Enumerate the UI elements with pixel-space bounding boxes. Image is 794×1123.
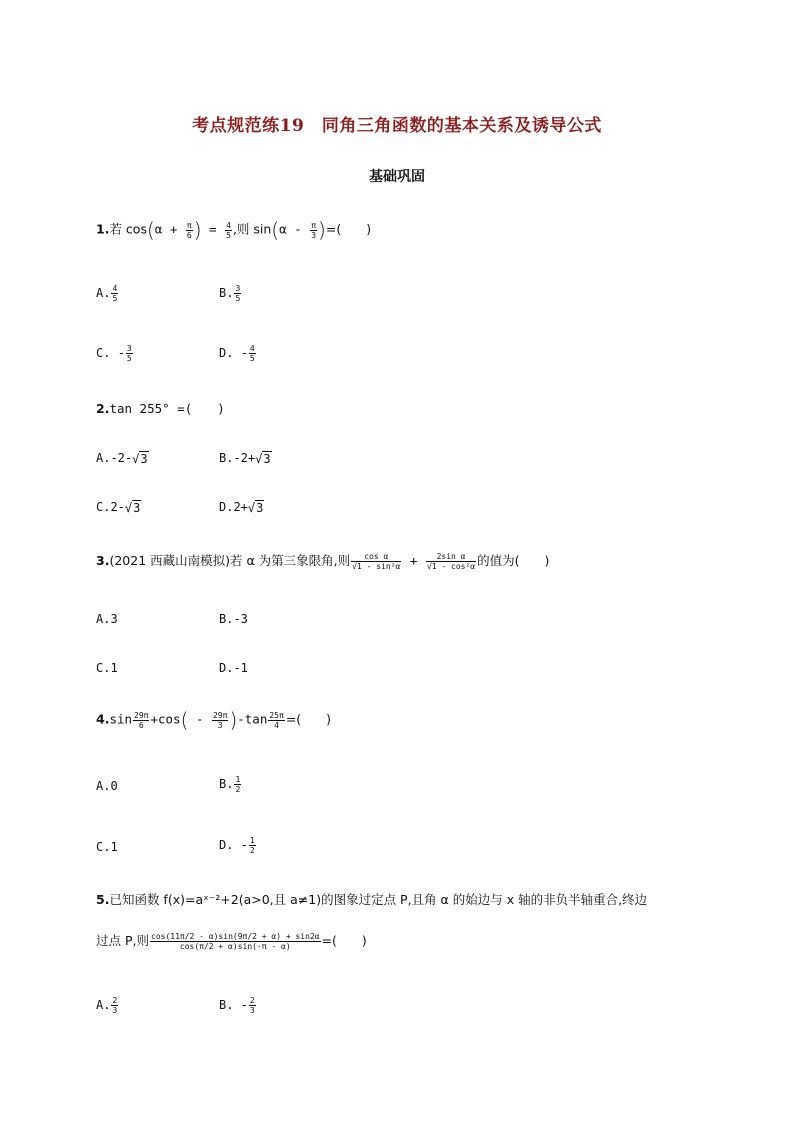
question-5 (96, 894, 647, 907)
question-1: 1.若 cos(α + $\frac{\pi}{6}$ ) = $\frac{4}{5}$ ,则 sin(α - $\frac{\pi}{3}$ )=( ) (96, 218, 372, 242)
fraction: $\frac{\text{2sin α}}{\text{√1 - cos²α}}$ (426, 552, 476, 571)
q2-text: tan 255° =( ) (109, 401, 225, 416)
option-a[interactable]: A. $\frac{4}{5}$ (96, 284, 118, 303)
fraction: $\frac{\text{cos α}}{\text{√1 - sin²α}}$ (352, 552, 401, 571)
q1-lead: 若 cos (109, 221, 147, 237)
question-number: 3. (96, 553, 110, 568)
fraction: $\frac{29\pi}{3}$ (212, 710, 228, 730)
option-a[interactable]: A.3 (96, 612, 118, 626)
option-c[interactable]: C.1 (96, 840, 118, 854)
q4-tail: =( ) (285, 711, 332, 727)
q5-tail: =( ) (321, 933, 367, 948)
option-c[interactable]: C.1 (96, 661, 118, 675)
q1-mid: ,则 sin (232, 221, 272, 237)
fraction: $\frac{29\pi}{6}$ (134, 710, 149, 730)
sqrt: √3 (255, 451, 271, 466)
question-5-line2 (96, 932, 367, 951)
option-d[interactable]: D.2+√3 (219, 500, 264, 515)
question-4: 4.sin $\frac{29\pi}{6}$ +cos( - $\frac{29\pi}{3}$ )-tan $\frac{25\pi}{4}$ =( ) (96, 708, 332, 732)
q5-line1: 已知函数 f(x)=aˣ⁻²+2(a>0,且 a≠1)的图象过定点 P,且角 α 的始边与 x 轴的非负半轴重合,终边 (109, 892, 648, 907)
question-3: 3.(2021 西藏山南模拟)若 α 为第三象限角,则 $\frac{\text{cos α}}{\text{√1 - sin²α}}$ + $\frac{\text{2sin α}}{\text{√1 - cos²α}}$ 的值为( ) (96, 552, 550, 571)
fraction: $\frac{4}{5}$ (226, 220, 231, 240)
option-a[interactable]: A.-2-√3 (96, 451, 148, 466)
fraction: $\frac{1}{2}$ (249, 836, 255, 855)
q5-lead2: 过点 P,则 (96, 933, 149, 948)
option-d[interactable]: D. - $\frac{4}{5}$ (219, 344, 255, 363)
fraction: $\frac{\pi}{3}$ (311, 220, 317, 240)
fraction: $\frac{\cos(11\pi/2 - \alpha)\sin(9\pi/2 + \alpha) + \sin 2\alpha}{\cos(\pi/2 + \alpha)\sin(-\pi - \alpha)}$ (151, 932, 320, 951)
q3-tail: 的值为( ) (477, 553, 550, 568)
question-number: 5. (96, 892, 110, 907)
fraction: $\frac{4}{5}$ (112, 284, 118, 303)
option-c[interactable]: C. - $\frac{3}{5}$ (96, 344, 132, 363)
option-b[interactable]: B. $\frac{1}{2}$ (219, 775, 241, 794)
option-a[interactable]: A.0 (96, 779, 118, 793)
q1-tail: =( ) (325, 221, 372, 237)
page-title: 考点规范练19 同角三角函数的基本关系及诱导公式 (192, 116, 602, 136)
fraction: $\frac{4}{5}$ (249, 344, 255, 363)
option-d[interactable]: D. - $\frac{1}{2}$ (219, 836, 255, 855)
fraction: $\frac{\pi}{6}$ (186, 220, 192, 240)
option-d[interactable]: D.-1 (219, 661, 248, 675)
question-number: 1. (96, 221, 110, 237)
option-c[interactable]: C.2-√3 (96, 500, 141, 515)
question-number: 2. (96, 401, 110, 416)
sqrt: √3 (132, 451, 148, 466)
option-b[interactable]: B.-3 (219, 612, 248, 626)
fraction: $\frac{2}{3}$ (249, 996, 255, 1015)
fraction: $\frac{3}{5}$ (126, 344, 132, 363)
sqrt: √3 (124, 500, 141, 515)
option-b[interactable]: B.-2+√3 (219, 451, 271, 466)
q3-lead: (2021 西藏山南模拟)若 α 为第三象限角,则 (109, 553, 351, 568)
question-2 (96, 403, 225, 416)
option-b[interactable]: B. $\frac{3}{5}$ (219, 284, 241, 303)
fraction: $\frac{1}{2}$ (235, 775, 241, 794)
option-b[interactable]: B. - $\frac{2}{3}$ (219, 996, 255, 1015)
option-a[interactable]: A. $\frac{2}{3}$ (96, 996, 118, 1015)
sqrt: √3 (247, 500, 264, 515)
section-heading: 基础巩固 (369, 169, 425, 185)
question-number: 4. (96, 711, 110, 727)
fraction: $\frac{3}{5}$ (235, 284, 241, 303)
fraction: $\frac{25\pi}{4}$ (269, 710, 284, 730)
fraction: $\frac{2}{3}$ (112, 996, 118, 1015)
